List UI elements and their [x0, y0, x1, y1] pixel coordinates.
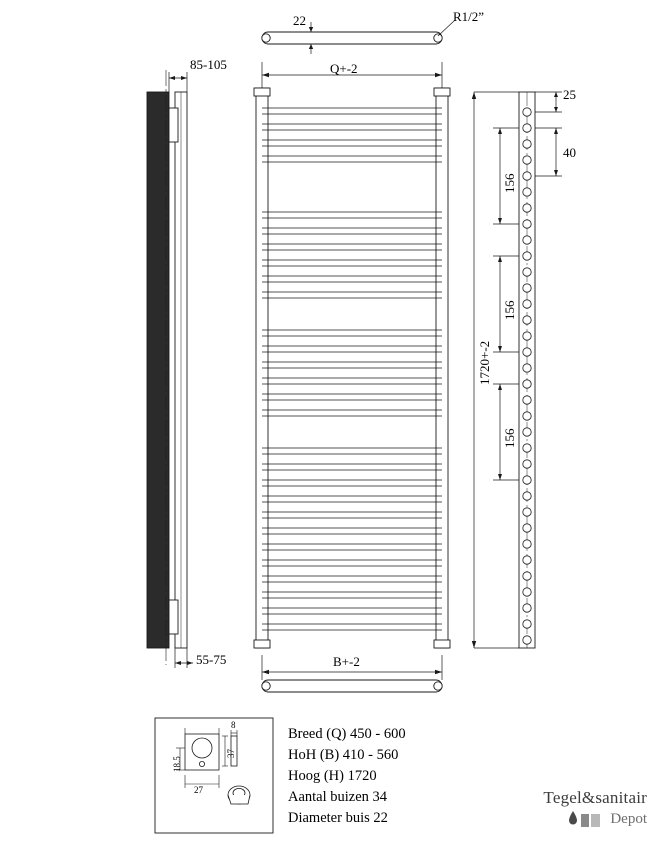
top-connector-pipe	[262, 32, 442, 44]
dim-label-40: 40	[563, 145, 576, 160]
dim-label-85-105: 85-105	[190, 57, 227, 72]
dim-label-b: B+-2	[333, 654, 360, 669]
dim-40	[535, 128, 562, 176]
detail-label-18-5: 18.5	[172, 756, 182, 772]
detail-label-27: 27	[194, 785, 203, 795]
droplet-tiles-icon	[568, 810, 602, 828]
side-view	[147, 70, 187, 665]
dim-label-55-75: 55-75	[196, 652, 227, 667]
brand-logo	[543, 788, 647, 828]
detail-label-37: 37	[226, 749, 236, 758]
dim-label-total-height: 1720+-2	[477, 340, 492, 385]
radiator-rungs	[262, 108, 442, 630]
brand-mark-icon	[568, 810, 602, 828]
detail-label-8: 8	[231, 720, 236, 730]
brand-suffix: Depot	[610, 810, 647, 827]
dim-label-22: 22	[293, 13, 306, 28]
spec-diameter-buis: Diameter buis 22	[288, 810, 388, 826]
dim-85-105	[169, 72, 187, 92]
dim-label-q: Q+-2	[330, 61, 358, 76]
dim-25	[535, 92, 562, 112]
spec-hoog: Hoog (H) 1720	[288, 768, 377, 784]
front-view	[254, 88, 450, 648]
dim-label-156-1: 156	[502, 173, 517, 193]
dim-label-156-3: 156	[502, 428, 517, 448]
dim-label-25: 25	[563, 87, 576, 102]
dim-label-thread: R1/2”	[453, 9, 485, 24]
bottom-connector-pipe	[262, 680, 442, 692]
dim-55-75	[175, 648, 193, 668]
right-edge-view	[519, 92, 535, 648]
dim-label-156-2: 156	[502, 300, 517, 320]
spec-hoh: HoH (B) 410 - 560	[288, 747, 399, 763]
brand-name: Tegel&sanitair	[543, 788, 647, 807]
spec-breed: Breed (Q) 450 - 600	[288, 726, 406, 742]
detail-box	[155, 718, 273, 833]
spec-aantal-buizen: Aantal buizen 34	[288, 789, 388, 805]
